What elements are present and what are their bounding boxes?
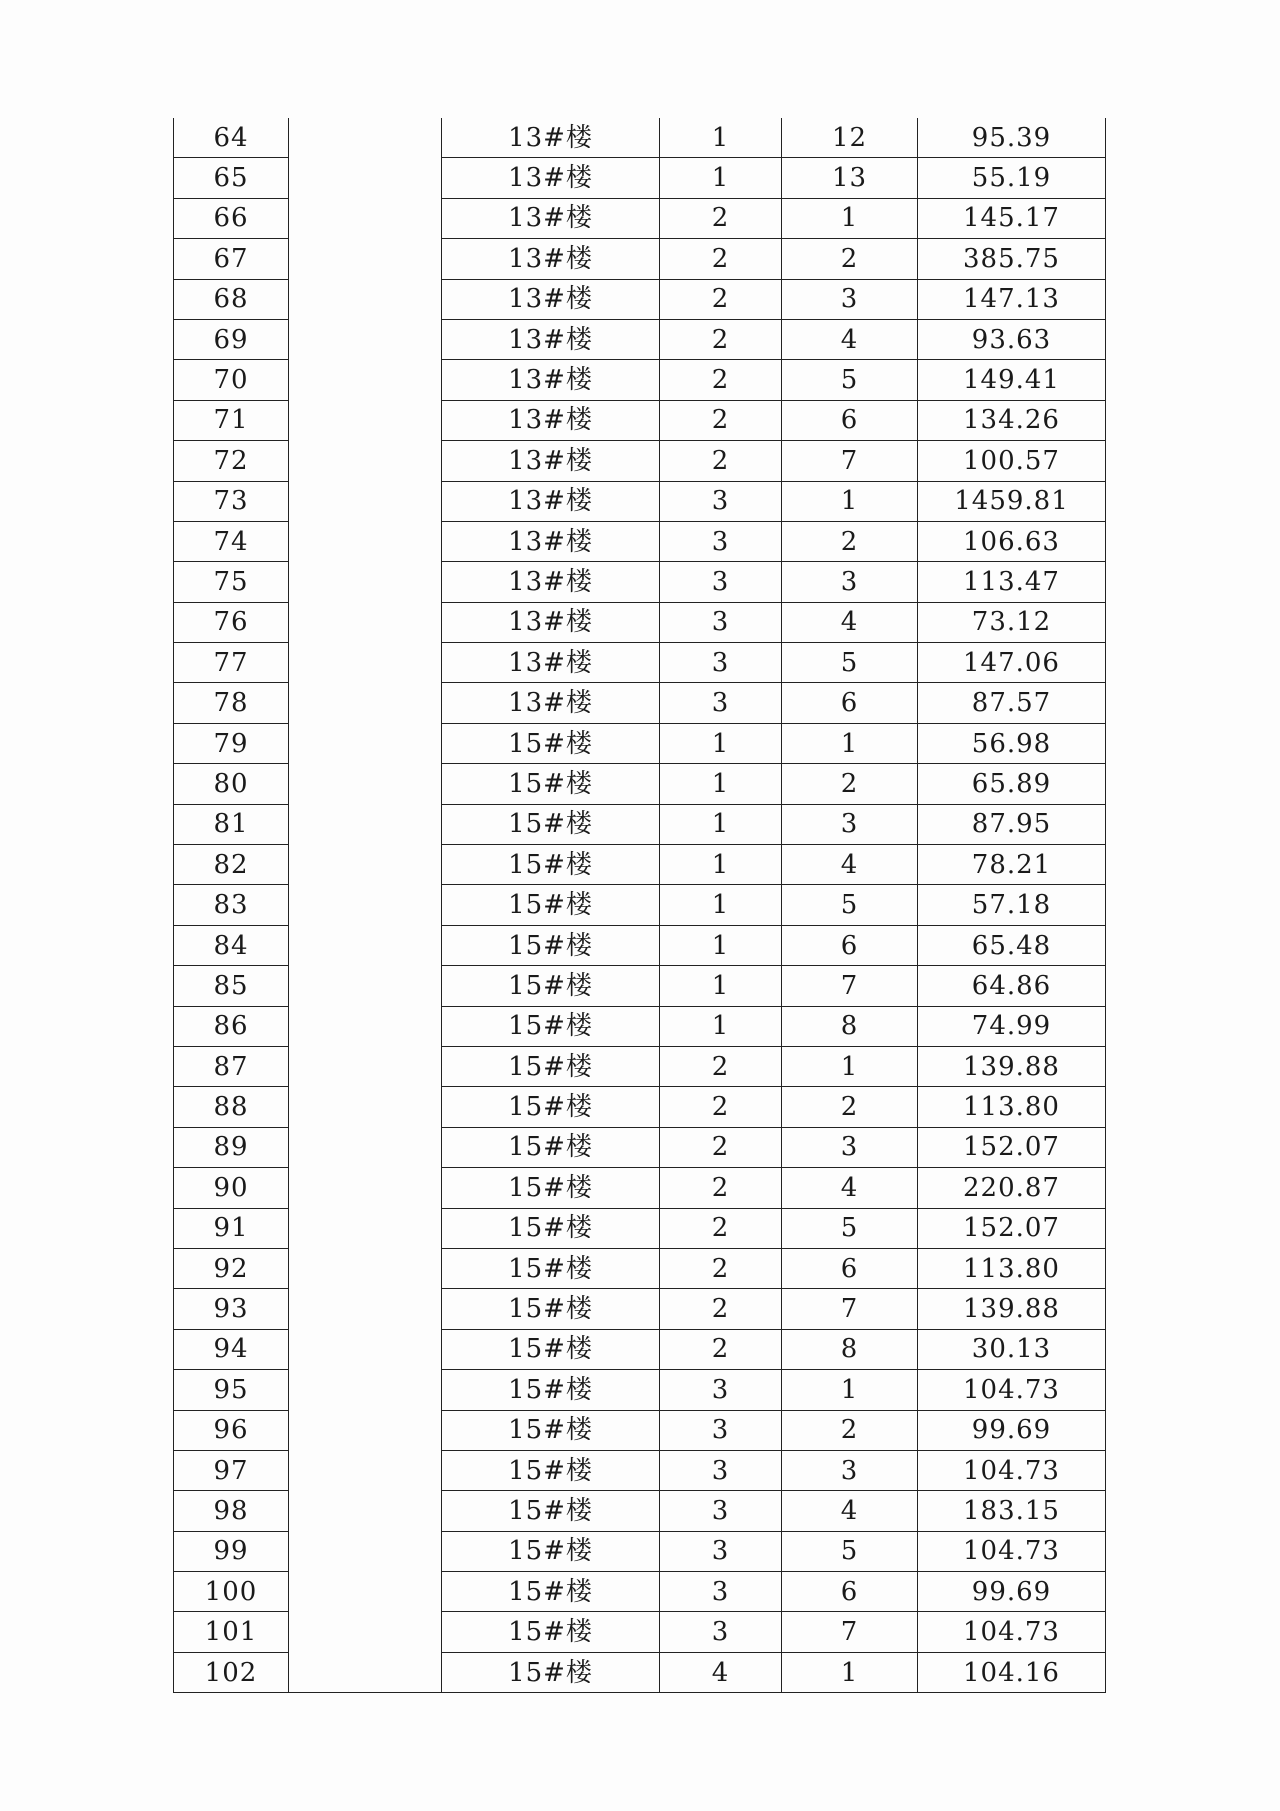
building-name: 13#楼 — [442, 562, 660, 602]
table-row — [174, 1370, 1106, 1410]
blank-cell — [289, 1572, 442, 1612]
area-value: 78.21 — [918, 845, 1106, 885]
blank-cell — [289, 1329, 442, 1369]
row-number: 65 — [174, 158, 289, 198]
unit-number: 3 — [660, 1491, 782, 1531]
blank-cell — [289, 1168, 442, 1208]
table-row — [174, 1127, 1106, 1167]
building-name: 15#楼 — [442, 1289, 660, 1329]
area-value: 152.07 — [918, 1208, 1106, 1248]
unit-number: 2 — [660, 1208, 782, 1248]
building-name: 15#楼 — [442, 723, 660, 763]
building-name: 13#楼 — [442, 158, 660, 198]
row-number: 82 — [174, 845, 289, 885]
building-name: 15#楼 — [442, 764, 660, 804]
row-number: 90 — [174, 1168, 289, 1208]
blank-cell — [289, 885, 442, 925]
table-row — [174, 885, 1106, 925]
building-name: 15#楼 — [442, 1087, 660, 1127]
row-number: 71 — [174, 400, 289, 440]
room-number: 5 — [782, 360, 918, 400]
blank-cell — [289, 1450, 442, 1490]
row-number: 91 — [174, 1208, 289, 1248]
blank-cell — [289, 1248, 442, 1288]
building-name: 13#楼 — [442, 400, 660, 440]
blank-cell — [289, 400, 442, 440]
room-number: 2 — [782, 764, 918, 804]
row-number: 70 — [174, 360, 289, 400]
building-name: 13#楼 — [442, 118, 660, 158]
unit-number: 3 — [660, 1612, 782, 1652]
unit-number: 2 — [660, 360, 782, 400]
building-name: 13#楼 — [442, 521, 660, 561]
table-row — [174, 118, 1106, 158]
unit-number: 3 — [660, 1531, 782, 1571]
table-row — [174, 925, 1106, 965]
building-name: 15#楼 — [442, 1410, 660, 1450]
area-value: 104.73 — [918, 1612, 1106, 1652]
table-row — [174, 723, 1106, 763]
unit-number: 2 — [660, 1329, 782, 1369]
unit-number: 3 — [660, 1450, 782, 1490]
room-number: 3 — [782, 804, 918, 844]
unit-number: 3 — [660, 521, 782, 561]
table-row — [174, 1531, 1106, 1571]
building-name: 15#楼 — [442, 966, 660, 1006]
building-name: 15#楼 — [442, 885, 660, 925]
unit-number: 2 — [660, 400, 782, 440]
blank-cell — [289, 279, 442, 319]
row-number: 72 — [174, 441, 289, 481]
table-row — [174, 158, 1106, 198]
building-name: 13#楼 — [442, 360, 660, 400]
room-number: 2 — [782, 239, 918, 279]
room-number: 1 — [782, 1370, 918, 1410]
building-name: 15#楼 — [442, 1127, 660, 1167]
row-number: 96 — [174, 1410, 289, 1450]
area-value: 74.99 — [918, 1006, 1106, 1046]
blank-cell — [289, 158, 442, 198]
blank-cell — [289, 1127, 442, 1167]
row-number: 68 — [174, 279, 289, 319]
unit-number: 2 — [660, 319, 782, 359]
table-row — [174, 562, 1106, 602]
row-number: 67 — [174, 239, 289, 279]
row-number: 76 — [174, 602, 289, 642]
area-value: 139.88 — [918, 1046, 1106, 1086]
room-number: 1 — [782, 198, 918, 238]
table-row — [174, 1612, 1106, 1652]
blank-cell — [289, 1289, 442, 1329]
room-number: 2 — [782, 1410, 918, 1450]
area-value: 152.07 — [918, 1127, 1106, 1167]
building-name: 13#楼 — [442, 198, 660, 238]
unit-number: 1 — [660, 158, 782, 198]
table-row — [174, 239, 1106, 279]
table-row — [174, 845, 1106, 885]
blank-cell — [289, 1208, 442, 1248]
blank-cell — [289, 643, 442, 683]
room-number: 2 — [782, 1087, 918, 1127]
row-number: 85 — [174, 966, 289, 1006]
row-number: 69 — [174, 319, 289, 359]
unit-number: 1 — [660, 723, 782, 763]
row-number: 79 — [174, 723, 289, 763]
row-number: 77 — [174, 643, 289, 683]
area-value: 65.89 — [918, 764, 1106, 804]
row-number: 74 — [174, 521, 289, 561]
table-row — [174, 1248, 1106, 1288]
row-number: 93 — [174, 1289, 289, 1329]
area-value: 1459.81 — [918, 481, 1106, 521]
building-name: 15#楼 — [442, 925, 660, 965]
area-value: 64.86 — [918, 966, 1106, 1006]
building-name: 15#楼 — [442, 1248, 660, 1288]
area-value: 113.80 — [918, 1248, 1106, 1288]
row-number: 88 — [174, 1087, 289, 1127]
blank-cell — [289, 845, 442, 885]
blank-cell — [289, 602, 442, 642]
blank-cell — [289, 118, 442, 158]
area-value: 183.15 — [918, 1491, 1106, 1531]
unit-number: 3 — [660, 602, 782, 642]
room-number: 6 — [782, 683, 918, 723]
row-number: 87 — [174, 1046, 289, 1086]
blank-cell — [289, 521, 442, 561]
building-name: 13#楼 — [442, 643, 660, 683]
area-value: 87.57 — [918, 683, 1106, 723]
unit-number: 1 — [660, 885, 782, 925]
row-number: 89 — [174, 1127, 289, 1167]
area-value: 106.63 — [918, 521, 1106, 561]
room-number: 4 — [782, 845, 918, 885]
room-number: 5 — [782, 1208, 918, 1248]
row-number: 99 — [174, 1531, 289, 1571]
building-name: 13#楼 — [442, 683, 660, 723]
room-number: 7 — [782, 966, 918, 1006]
area-value: 99.69 — [918, 1572, 1106, 1612]
table-row — [174, 1006, 1106, 1046]
room-number: 8 — [782, 1329, 918, 1369]
area-value: 30.13 — [918, 1329, 1106, 1369]
area-value: 139.88 — [918, 1289, 1106, 1329]
blank-cell — [289, 1491, 442, 1531]
table-row — [174, 1450, 1106, 1490]
room-number: 12 — [782, 118, 918, 158]
blank-cell — [289, 925, 442, 965]
row-number: 64 — [174, 118, 289, 158]
unit-number: 1 — [660, 1006, 782, 1046]
room-number: 1 — [782, 723, 918, 763]
room-number: 1 — [782, 1046, 918, 1086]
area-value: 220.87 — [918, 1168, 1106, 1208]
unit-number: 3 — [660, 1410, 782, 1450]
area-value: 145.17 — [918, 198, 1106, 238]
unit-number: 2 — [660, 1046, 782, 1086]
unit-number: 2 — [660, 1168, 782, 1208]
blank-cell — [289, 1652, 442, 1692]
building-name: 15#楼 — [442, 1491, 660, 1531]
room-number: 7 — [782, 1612, 918, 1652]
area-value: 55.19 — [918, 158, 1106, 198]
table-row — [174, 764, 1106, 804]
room-number: 8 — [782, 1006, 918, 1046]
room-number: 4 — [782, 1168, 918, 1208]
blank-cell — [289, 1410, 442, 1450]
row-number: 100 — [174, 1572, 289, 1612]
table-row — [174, 1289, 1106, 1329]
row-number: 84 — [174, 925, 289, 965]
area-value: 73.12 — [918, 602, 1106, 642]
building-name: 15#楼 — [442, 1652, 660, 1692]
room-number: 6 — [782, 1248, 918, 1288]
table-row — [174, 1410, 1106, 1450]
room-number: 5 — [782, 643, 918, 683]
blank-cell — [289, 1370, 442, 1410]
blank-cell — [289, 1046, 442, 1086]
room-number: 13 — [782, 158, 918, 198]
building-name: 15#楼 — [442, 1450, 660, 1490]
row-number: 66 — [174, 198, 289, 238]
table-row — [174, 441, 1106, 481]
building-name: 15#楼 — [442, 1572, 660, 1612]
row-number: 73 — [174, 481, 289, 521]
unit-number: 1 — [660, 118, 782, 158]
blank-cell — [289, 804, 442, 844]
area-value: 65.48 — [918, 925, 1106, 965]
table-row — [174, 643, 1106, 683]
unit-number: 3 — [660, 643, 782, 683]
room-number: 1 — [782, 1652, 918, 1692]
area-value: 99.69 — [918, 1410, 1106, 1450]
blank-cell — [289, 360, 442, 400]
room-number: 3 — [782, 279, 918, 319]
blank-cell — [289, 1006, 442, 1046]
area-value: 56.98 — [918, 723, 1106, 763]
unit-number: 3 — [660, 1370, 782, 1410]
blank-cell — [289, 481, 442, 521]
room-number: 2 — [782, 521, 918, 561]
building-name: 15#楼 — [442, 804, 660, 844]
room-number: 3 — [782, 1450, 918, 1490]
building-name: 13#楼 — [442, 319, 660, 359]
unit-number: 2 — [660, 1127, 782, 1167]
building-name: 15#楼 — [442, 1612, 660, 1652]
row-number: 83 — [174, 885, 289, 925]
building-name: 15#楼 — [442, 1329, 660, 1369]
table-row — [174, 1208, 1106, 1248]
unit-number: 3 — [660, 683, 782, 723]
table-row — [174, 1168, 1106, 1208]
blank-cell — [289, 239, 442, 279]
unit-number: 2 — [660, 1087, 782, 1127]
area-value: 147.13 — [918, 279, 1106, 319]
row-number: 98 — [174, 1491, 289, 1531]
room-number: 3 — [782, 1127, 918, 1167]
area-value: 134.26 — [918, 400, 1106, 440]
room-number: 3 — [782, 562, 918, 602]
unit-number: 2 — [660, 198, 782, 238]
unit-number: 3 — [660, 481, 782, 521]
blank-cell — [289, 1087, 442, 1127]
room-number: 4 — [782, 1491, 918, 1531]
table-row — [174, 1652, 1106, 1692]
table-row — [174, 319, 1106, 359]
unit-number: 1 — [660, 764, 782, 804]
room-number: 7 — [782, 1289, 918, 1329]
area-value: 149.41 — [918, 360, 1106, 400]
blank-cell — [289, 723, 442, 763]
building-name: 15#楼 — [442, 1531, 660, 1571]
table-row — [174, 1087, 1106, 1127]
blank-cell — [289, 319, 442, 359]
unit-number: 3 — [660, 562, 782, 602]
room-number: 6 — [782, 925, 918, 965]
table-row — [174, 360, 1106, 400]
room-number: 1 — [782, 481, 918, 521]
room-number: 6 — [782, 400, 918, 440]
row-number: 95 — [174, 1370, 289, 1410]
table-row — [174, 481, 1106, 521]
row-number: 97 — [174, 1450, 289, 1490]
row-number: 75 — [174, 562, 289, 602]
building-name: 13#楼 — [442, 481, 660, 521]
row-number: 94 — [174, 1329, 289, 1369]
blank-cell — [289, 966, 442, 1006]
room-number: 4 — [782, 319, 918, 359]
table-row — [174, 279, 1106, 319]
unit-number: 1 — [660, 845, 782, 885]
table-row — [174, 1329, 1106, 1369]
table-row — [174, 400, 1106, 440]
room-number: 4 — [782, 602, 918, 642]
blank-cell — [289, 683, 442, 723]
table-row — [174, 966, 1106, 1006]
table-row — [174, 804, 1106, 844]
unit-number: 3 — [660, 1572, 782, 1612]
property-table — [173, 118, 1106, 1693]
table-row — [174, 1046, 1106, 1086]
table-row — [174, 602, 1106, 642]
row-number: 80 — [174, 764, 289, 804]
unit-number: 4 — [660, 1652, 782, 1692]
table-row — [174, 1491, 1106, 1531]
building-name: 13#楼 — [442, 441, 660, 481]
area-value: 100.57 — [918, 441, 1106, 481]
room-number: 6 — [782, 1572, 918, 1612]
building-name: 13#楼 — [442, 239, 660, 279]
table-row — [174, 198, 1106, 238]
row-number: 92 — [174, 1248, 289, 1288]
area-value: 104.73 — [918, 1531, 1106, 1571]
unit-number: 2 — [660, 279, 782, 319]
area-value: 104.73 — [918, 1370, 1106, 1410]
blank-cell — [289, 562, 442, 602]
building-name: 15#楼 — [442, 1046, 660, 1086]
table-row — [174, 1572, 1106, 1612]
building-name: 15#楼 — [442, 1006, 660, 1046]
table-row — [174, 683, 1106, 723]
row-number: 81 — [174, 804, 289, 844]
area-value: 147.06 — [918, 643, 1106, 683]
room-number: 5 — [782, 1531, 918, 1571]
area-value: 113.47 — [918, 562, 1106, 602]
area-value: 104.16 — [918, 1652, 1106, 1692]
room-number: 7 — [782, 441, 918, 481]
unit-number: 2 — [660, 239, 782, 279]
building-name: 13#楼 — [442, 279, 660, 319]
room-number: 5 — [782, 885, 918, 925]
table-body — [174, 118, 1106, 1693]
unit-number: 2 — [660, 1289, 782, 1329]
building-name: 15#楼 — [442, 1370, 660, 1410]
area-value: 385.75 — [918, 239, 1106, 279]
row-number: 78 — [174, 683, 289, 723]
building-name: 15#楼 — [442, 1168, 660, 1208]
unit-number: 1 — [660, 804, 782, 844]
area-value: 104.73 — [918, 1450, 1106, 1490]
row-number: 101 — [174, 1612, 289, 1652]
area-value: 113.80 — [918, 1087, 1106, 1127]
blank-cell — [289, 441, 442, 481]
blank-cell — [289, 764, 442, 804]
area-value: 93.63 — [918, 319, 1106, 359]
unit-number: 2 — [660, 1248, 782, 1288]
blank-cell — [289, 1612, 442, 1652]
area-value: 57.18 — [918, 885, 1106, 925]
row-number: 102 — [174, 1652, 289, 1692]
unit-number: 2 — [660, 441, 782, 481]
unit-number: 1 — [660, 966, 782, 1006]
row-number: 86 — [174, 1006, 289, 1046]
table-row — [174, 521, 1106, 561]
area-value: 87.95 — [918, 804, 1106, 844]
building-name: 15#楼 — [442, 1208, 660, 1248]
area-value: 95.39 — [918, 118, 1106, 158]
building-name: 15#楼 — [442, 845, 660, 885]
blank-cell — [289, 1531, 442, 1571]
blank-cell — [289, 198, 442, 238]
building-name: 13#楼 — [442, 602, 660, 642]
unit-number: 1 — [660, 925, 782, 965]
